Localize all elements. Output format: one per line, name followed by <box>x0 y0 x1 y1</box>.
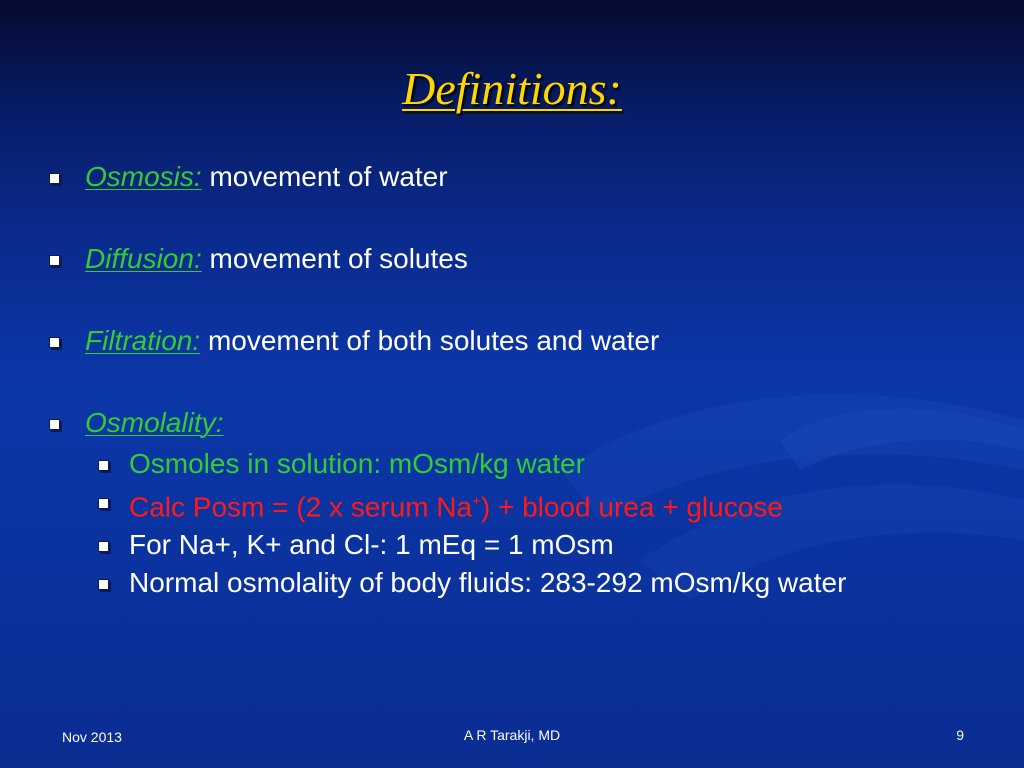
sub-bullet-text: Osmoles in solution: mOsm/kg water <box>129 448 585 479</box>
sub-bullet-text: For Na+, K+ and Cl-: 1 mEq = 1 mOsm <box>129 529 614 561</box>
bullet-square-icon <box>49 255 60 266</box>
definition-filtration: movement of both solutes and water <box>207 325 660 356</box>
bullet-list <box>46 158 986 599</box>
term-diffusion: Diffusion: <box>85 243 202 274</box>
bullet-square-icon <box>98 541 109 552</box>
bullet-diffusion <box>46 240 986 278</box>
footer-author: A R Tarakji, MD <box>463 727 561 743</box>
bullet-square-icon <box>49 419 60 430</box>
sub-bullet-osmoles <box>46 448 986 480</box>
bullet-osmosis <box>46 158 986 196</box>
bullet-square-icon <box>98 460 109 471</box>
footer-date: Nov 2013 <box>62 729 122 745</box>
sub-bullet-meq <box>46 529 986 561</box>
definition-osmosis: movement of water <box>209 161 448 192</box>
slide-title: Definitions: <box>402 63 622 114</box>
bullet-osmolality <box>46 404 986 442</box>
term-osmolality: Osmolality: <box>85 407 224 438</box>
footer-page-number: 9 <box>956 727 964 743</box>
term-filtration: Filtration: <box>85 325 201 356</box>
bullet-filtration <box>46 322 986 360</box>
bullet-square-icon <box>49 337 60 348</box>
sub-bullet-text: Normal osmolality of body fluids: 283-292 mOsm/kg water <box>129 567 847 599</box>
sub-bullet-superscript: + <box>472 493 481 510</box>
sub-bullet-text: Calc Posm = (2 x serum Na <box>129 491 473 523</box>
sub-bullet-calc-posm <box>46 486 986 523</box>
term-osmosis: Osmosis: <box>85 161 202 192</box>
bullet-square-icon <box>98 579 109 590</box>
definition-diffusion: movement of solutes <box>209 243 468 274</box>
sub-bullet-normal-osmolality <box>46 567 986 599</box>
bullet-square-icon <box>98 498 109 509</box>
sub-bullet-text: ) + blood urea + glucose <box>480 491 783 523</box>
bullet-square-icon <box>49 173 60 184</box>
